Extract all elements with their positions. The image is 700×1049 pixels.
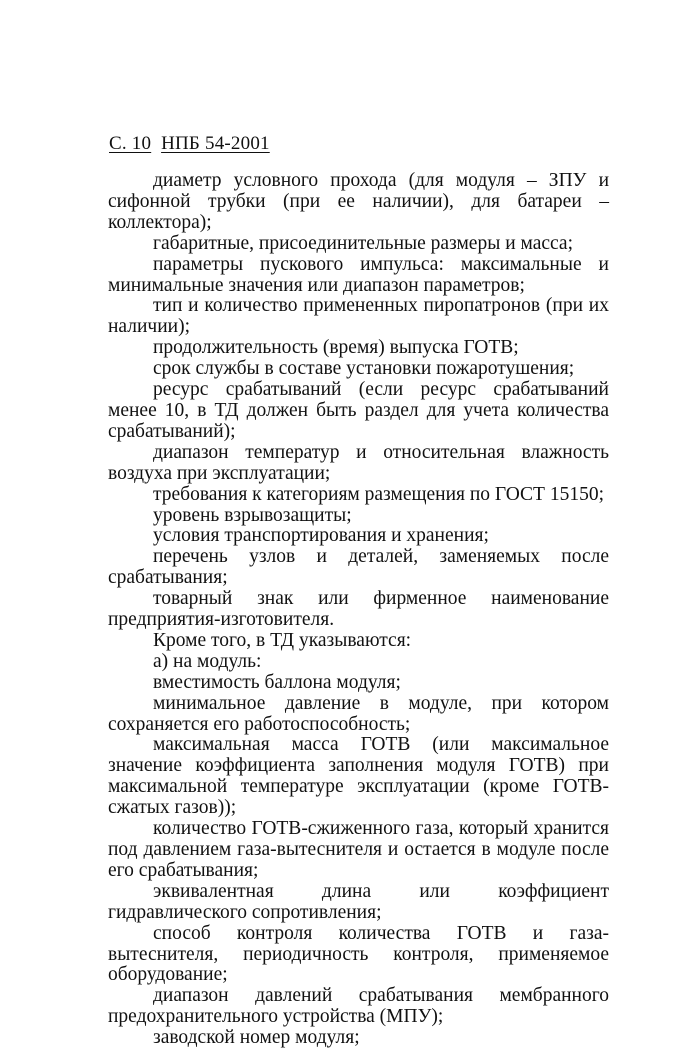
paragraph: требования к категориям размещения по ГОСТ 15150;	[153, 483, 604, 505]
paragraph: габаритные, присоединительные размеры и масса;	[153, 232, 573, 254]
paragraph: а) на модуль:	[153, 650, 262, 672]
paragraph: параметры пускового импульса: максимальные и минимальные значения или диапазон параметров;	[108, 253, 609, 296]
page-header	[109, 133, 270, 155]
paragraph: диаметр условного прохода (для модуля – ЗПУ и сифонной трубки (при ее наличии), для батареи – коллектора);	[108, 170, 609, 233]
paragraph: диапазон давлений срабатывания мембранного предохранительного устройства (МПУ);	[108, 985, 609, 1028]
document-code: НПБ 54-2001	[161, 133, 270, 154]
paragraph: эквивалентная длина или коэффициент гидравлического сопротивления;	[108, 880, 609, 923]
paragraph: вместимость баллона модуля;	[153, 671, 401, 693]
paragraph: продолжительность (время) выпуска ГОТВ;	[153, 337, 519, 359]
paragraph: условия транспортирования и хранения;	[153, 525, 489, 547]
paragraph: способ контроля количества ГОТВ и газа-вытеснителя, периодичность контроля, применяемое оборудование;	[108, 922, 609, 986]
paragraph: диапазон температур и относительная влажность воздуха при эксплуатации;	[108, 441, 609, 484]
paragraph: максимальная масса ГОТВ (или максимальное значение коэффициента заполнения модуля ГОТВ) при максимальной температуре эксплуатации (кроме ГОТВ-сжатых газов));	[108, 734, 609, 819]
document-body	[108, 171, 609, 1049]
page-number: С. 10	[109, 133, 152, 154]
paragraph: перечень узлов и деталей, заменяемых после срабатывания;	[108, 546, 609, 589]
paragraph: количество ГОТВ-сжиженного газа, который хранится под давлением газа-вытеснителя и остается в модуле после его срабатывания;	[108, 818, 609, 881]
paragraph: тип и количество примененных пиропатронов (при их наличии);	[108, 295, 609, 338]
paragraph: ресурс срабатываний (если ресурс срабатываний менее 10, в ТД должен быть раздел для учета количества срабатываний);	[108, 379, 609, 442]
paragraph: заводской номер модуля;	[153, 1027, 360, 1049]
paragraph: срок службы в составе установки пожаротушения;	[153, 358, 575, 380]
paragraph: минимальное давление в модуле, при котором сохраняется его работоспособность;	[108, 692, 609, 735]
paragraph: товарный знак или фирменное наименование предприятия-изготовителя.	[108, 588, 609, 631]
paragraph: Кроме того, в ТД указываются:	[153, 629, 412, 651]
paragraph: уровень взрывозащиты;	[153, 504, 352, 526]
